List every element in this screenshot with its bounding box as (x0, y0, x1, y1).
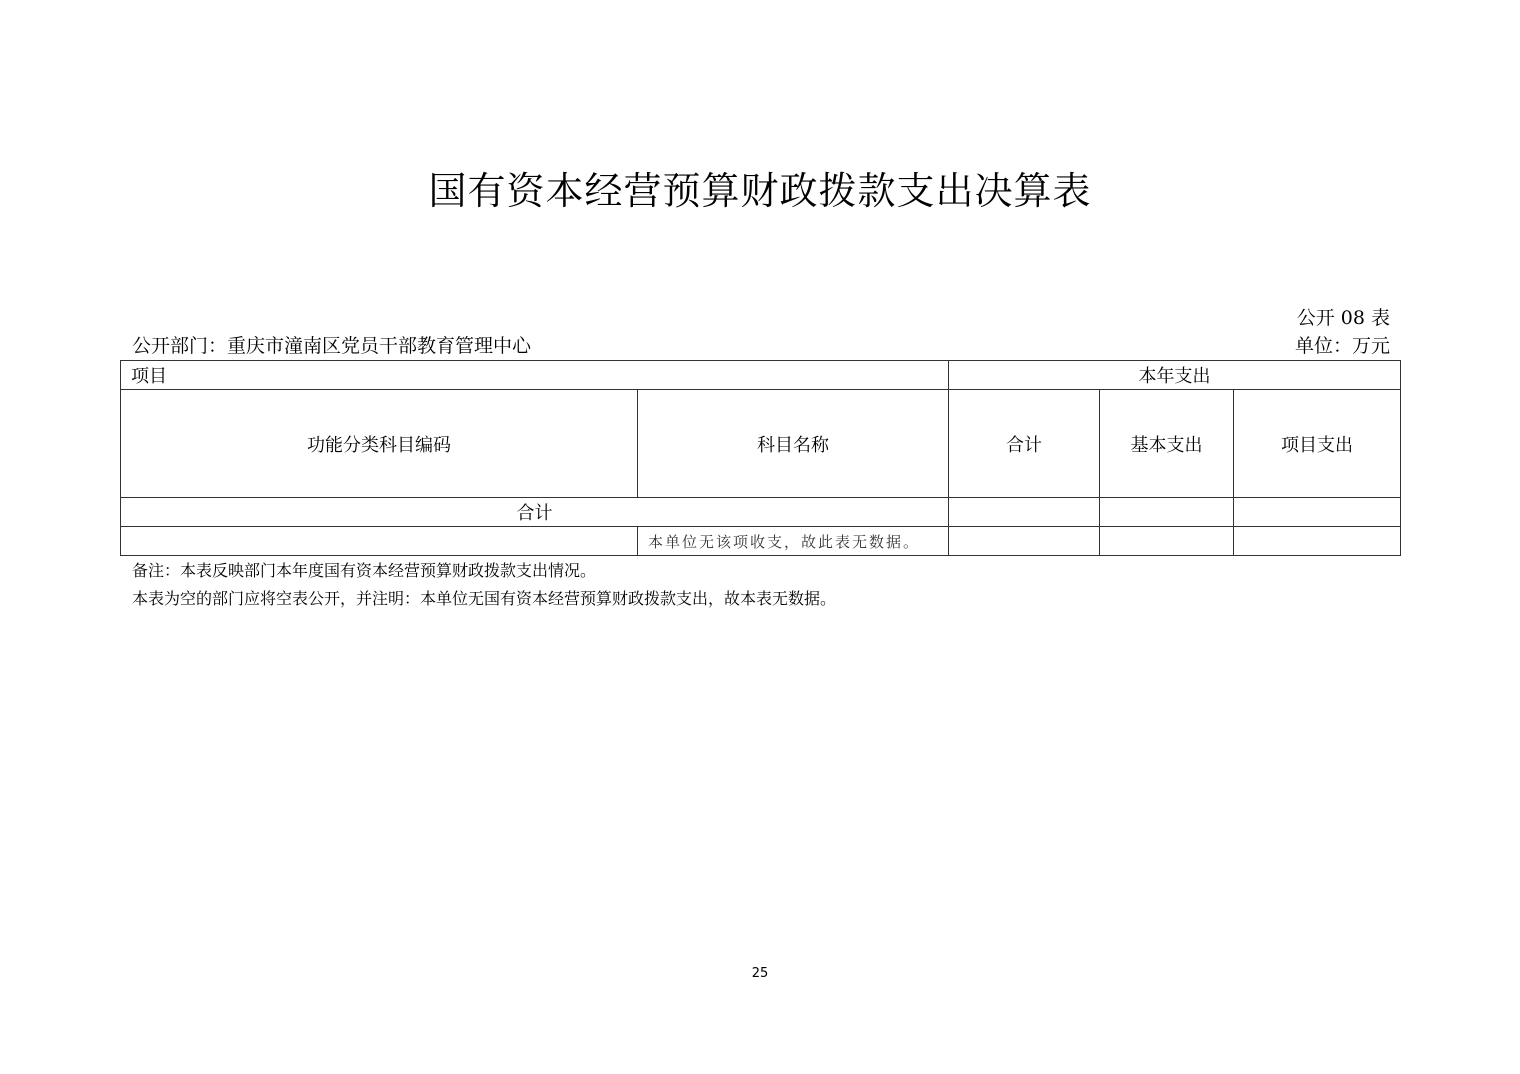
remark-note: 备注：本表反映部门本年度国有资本经营预算财政拨款支出情况。 (132, 561, 597, 580)
total-cell (949, 527, 1100, 556)
department-label: 公开部门：重庆市潼南区党员干部教育管理中心 (132, 335, 532, 357)
total-row-label: 合计 (121, 498, 949, 527)
form-number: 公开 08 表 (1296, 307, 1390, 329)
total-cell (949, 498, 1100, 527)
column-header-project: 项目支出 (1234, 390, 1401, 498)
page-number: 25 (751, 966, 769, 981)
column-header-total: 合计 (949, 390, 1100, 498)
code-cell (121, 527, 638, 556)
column-header-code: 功能分类科目编码 (121, 390, 638, 498)
project-header: 项目 (121, 361, 949, 390)
total-row (121, 498, 1401, 527)
empty-table-note: 本表为空的部门应将空表公开，并注明：本单位无国有资本经营预算财政拨款支出，故本表无数据。 (132, 589, 837, 608)
unit-label: 单位：万元 (1294, 335, 1390, 357)
column-header-basic: 基本支出 (1100, 390, 1234, 498)
budget-table (120, 360, 1401, 556)
no-data-note: 本单位无该项收支，故此表无数据。 (638, 527, 949, 556)
basic-cell (1100, 498, 1234, 527)
project-cell (1234, 527, 1401, 556)
column-header-row (121, 390, 1401, 498)
table-header-row (121, 361, 1401, 390)
page-title: 国有资本经营预算财政拨款支出决算表 (428, 169, 1092, 213)
current-year-header: 本年支出 (949, 361, 1401, 390)
table-row (121, 527, 1401, 556)
basic-cell (1100, 527, 1234, 556)
project-cell (1234, 498, 1401, 527)
column-header-name: 科目名称 (638, 390, 949, 498)
